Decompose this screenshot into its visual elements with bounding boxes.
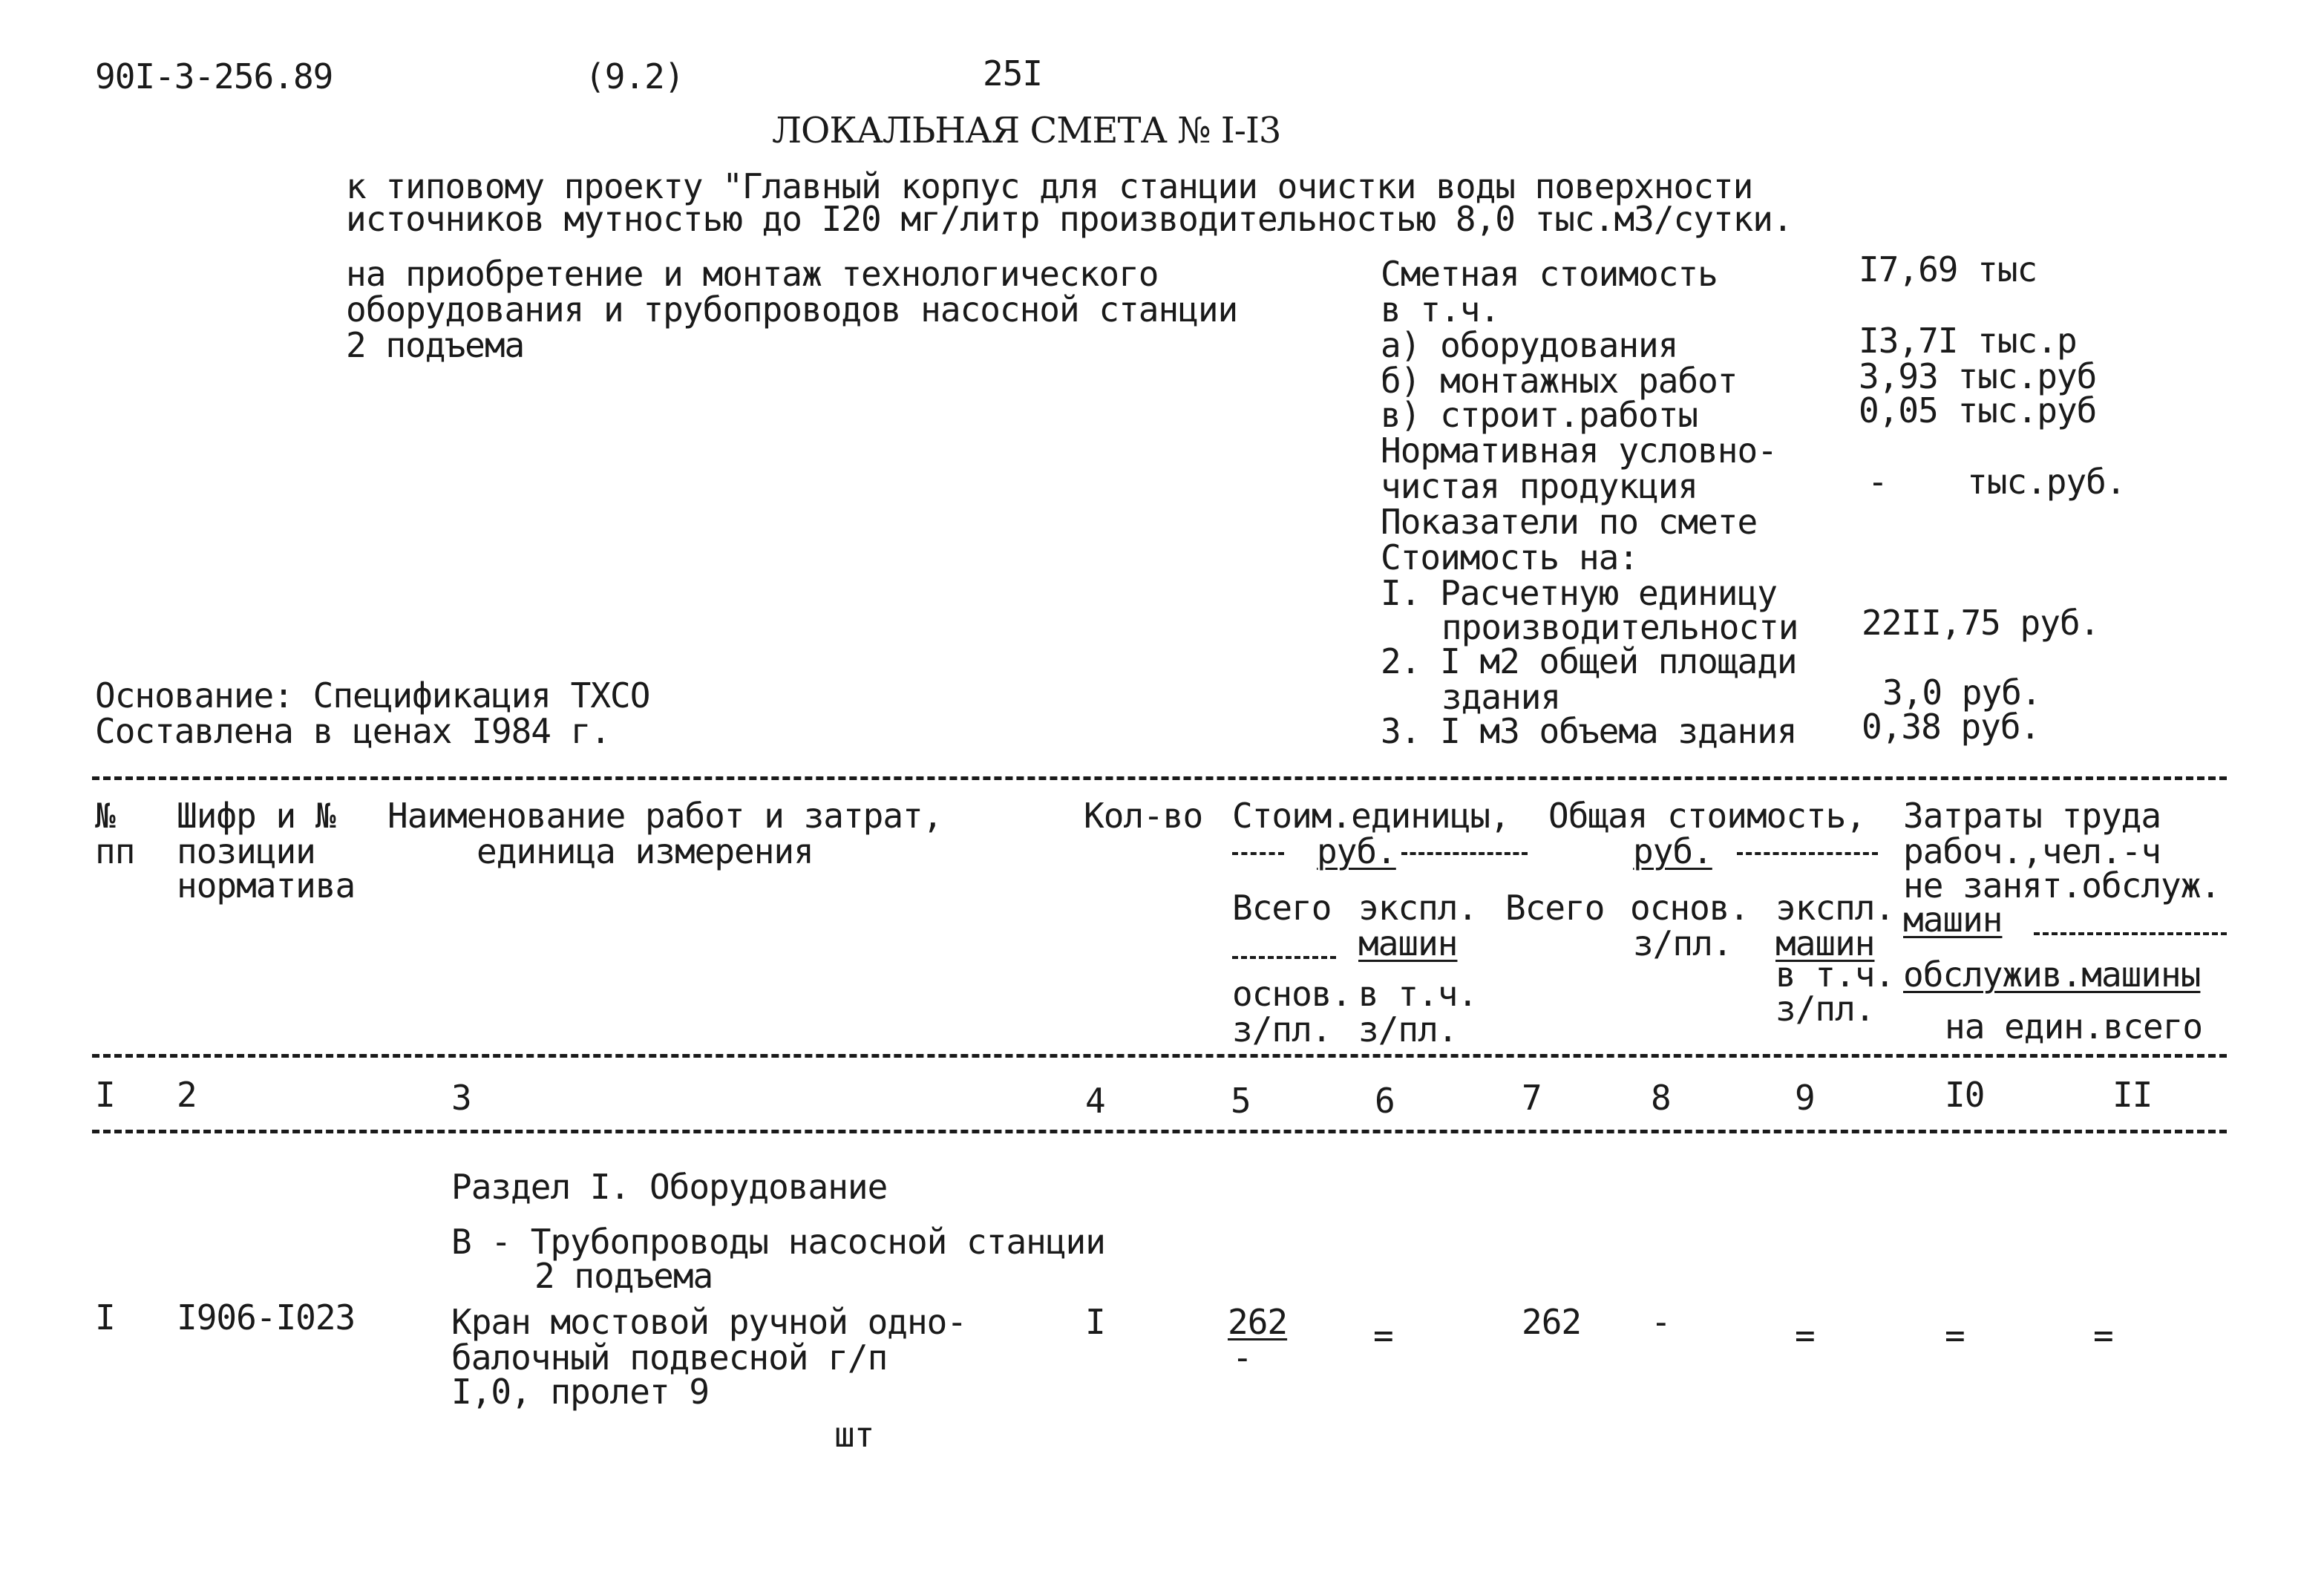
col3-header-a: Наименование работ и затрат, [387,796,943,836]
table-top-rule [92,776,2227,780]
col-number: I [95,1075,115,1115]
col-number: 6 [1375,1081,1395,1121]
col-number: II [2112,1075,2153,1115]
col9-header-d: з/пл. [1775,989,1875,1029]
col-number: 3 [451,1078,471,1118]
col-number: 2 [177,1075,197,1115]
row-unit: шт [834,1415,874,1455]
col8-header-b: з/пл. [1633,923,1732,963]
including-label: в т.ч. [1381,289,1500,330]
col-number: 7 [1522,1078,1542,1118]
row-machine-cost: = [1373,1315,1393,1355]
object-line-2: оборудования и трубопроводов насосной станции [346,289,1238,330]
equipment-value: I3,7I тыс.р [1859,321,2077,361]
header-subrule [1232,956,1336,959]
volume-label: 3. I м3 объема здания [1381,711,1797,751]
col3-header-b: единица измерения [477,831,814,871]
construction-label: в) строит.работы [1381,395,1698,435]
sheet-reference: (9.2) [585,56,684,96]
row-labor-unit: = [1945,1315,1965,1355]
cost-per-label: Стоимость на: [1381,537,1639,577]
labor-header-f: на един.всего [1945,1006,2203,1047]
total-cost-header: Общая стоимость, [1548,796,1866,836]
subtitle-line-1: к типовому проекту "Главный корпус для станции очистки воды поверхности [346,166,1753,206]
row-name-line-1: Кран мостовой ручной одно- [451,1302,967,1342]
col1-header-a: № [95,796,115,836]
equipment-label: а) оборудования [1381,325,1678,365]
col6-sub-b: з/пл. [1358,1009,1458,1050]
header-bottom-rule [92,1054,2227,1058]
row-base-wage: - [1651,1302,1671,1342]
col6-sub-a: в т.ч. [1358,974,1478,1014]
header-subrule [1401,852,1528,855]
row-name-line-2: балочный подвесной г/п [451,1338,888,1378]
col6-header-b: машин [1358,923,1458,963]
normative-value-unit: тыс.руб. [1967,462,2126,502]
column-numbers-rule [92,1130,2227,1133]
row-machine-total: = [1795,1315,1815,1355]
unit-cost-header: Стоим.единицы, [1232,796,1510,836]
row-name-line-3: I,0, пролет 9 [451,1372,710,1412]
section-subtitle-1: В - Трубопроводы насосной станции [451,1222,1105,1262]
labor-header-a: Затраты труда [1903,796,2161,836]
labor-header-e: обслужив.машины [1903,955,2201,995]
cost-label: Сметная стоимость [1381,254,1718,294]
col9-header-c: в т.ч. [1775,955,1895,995]
row-total-cost: 262 [1522,1302,1582,1342]
section-subtitle-2: 2 подъема [534,1256,713,1296]
row-quantity: I [1085,1302,1105,1342]
col2-header-c: норматива [177,865,356,906]
col2-header-a: Шифр и № [177,796,335,836]
normative-value-dash: - [1868,462,1888,502]
unit-capacity-label-2: производительности [1441,607,1798,647]
unit-capacity-value: 22II,75 руб. [1862,603,2100,643]
col4-header: Кол-во [1084,796,1203,836]
volume-value: 0,38 руб. [1862,707,2040,747]
object-line-3: 2 подъема [346,325,525,365]
header-subrule [2034,932,2227,935]
col5-sub-a: основ. [1232,974,1352,1014]
unit-capacity-label-1: I. Расчетную единицу [1381,573,1777,613]
construction-value: 0,05 тыс.руб [1859,390,2097,430]
installation-value: 3,93 тыс.руб [1859,356,2097,396]
col-number: 5 [1231,1081,1251,1121]
area-value: 3,0 руб. [1882,672,2041,713]
row-unit-cost-wage: - [1232,1338,1252,1378]
col7-header: Всего [1505,888,1605,928]
unit-cost-rub: руб. [1317,831,1396,871]
col1-header-b: пп [95,831,135,871]
header-subrule [1232,852,1284,855]
col9-header-b: машин [1775,923,1875,963]
col8-header-a: основ. [1630,888,1749,928]
col-number: I0 [1945,1075,1985,1115]
subtitle-line-2: источников мутностью до I20 мг/литр производительностью 8,0 тыс.м3/сутки. [346,199,1793,239]
total-cost-rub: руб. [1633,831,1712,871]
row-code: I906-I023 [177,1297,356,1338]
normative-label-1: Нормативная условно- [1381,430,1777,471]
indicators-label: Показатели по смете [1381,502,1758,542]
cost-value: I7,69 тыс [1859,249,2037,289]
row-unit-cost: 262 [1228,1302,1288,1342]
installation-label: б) монтажных работ [1381,361,1738,401]
col9-header-a: экспл. [1775,888,1895,928]
labor-header-b: рабоч.,чел.-ч [1903,831,2161,871]
col-number: 8 [1651,1078,1671,1118]
row-labor-total: = [2093,1315,2113,1355]
basis-line-2: Составлена в ценах I984 г. [95,711,611,751]
document-code: 90I-3-256.89 [95,56,333,96]
col5-sub-b: з/пл. [1232,1009,1332,1050]
col2-header-b: позиции [177,831,315,871]
col-number: 9 [1795,1078,1815,1118]
header-subrule [1737,852,1878,855]
basis-line-1: Основание: Спецификация ТХСО [95,675,650,716]
object-line-1: на приобретение и монтаж технологического [346,254,1159,294]
document-title: ЛОКАЛЬНАЯ СМЕТА № I-I3 [772,110,1281,151]
row-number: I [95,1297,115,1338]
col5-header: Всего [1232,888,1332,928]
page-number: 25I [983,53,1043,94]
section-title: Раздел I. Оборудование [451,1167,888,1207]
col6-header-a: экспл. [1358,888,1478,928]
col-number: 4 [1085,1081,1105,1121]
area-label-2: здания [1441,677,1561,717]
normative-label-2: чистая продукция [1381,466,1698,506]
labor-header-d: машин [1903,900,2003,940]
labor-header-c: не занят.обслуж. [1903,865,2221,906]
area-label-1: 2. I м2 общей площади [1381,641,1797,681]
